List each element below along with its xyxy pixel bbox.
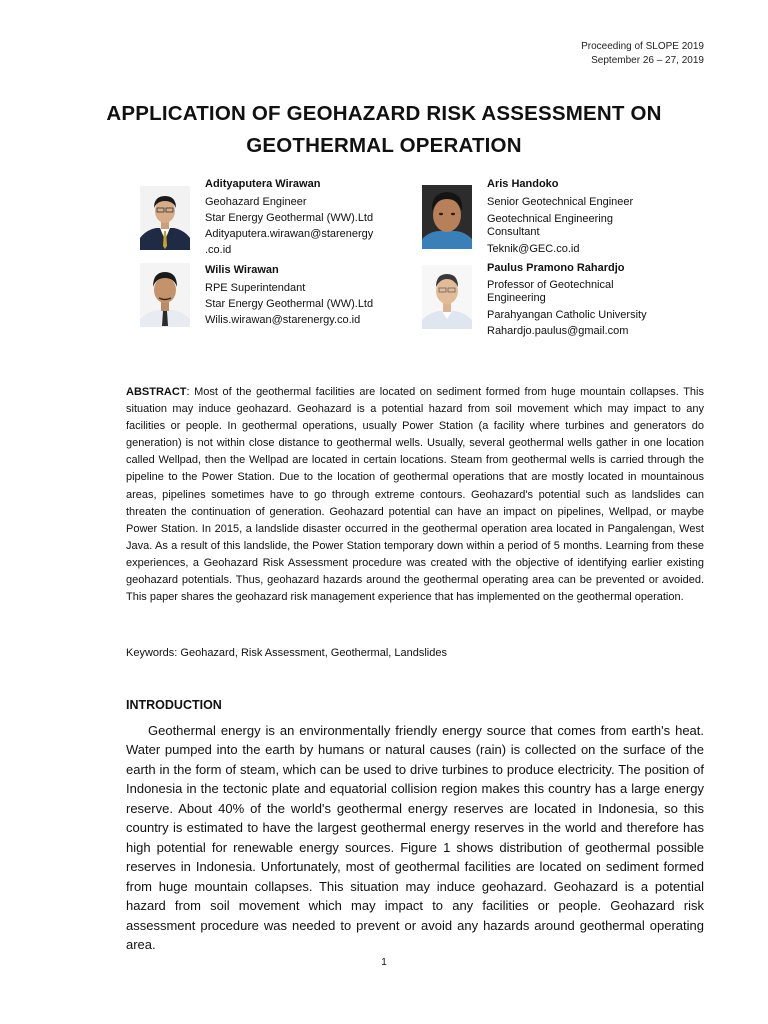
author-email: [205, 227, 373, 258]
title-line-2: GEOTHERMAL OPERATION: [246, 134, 522, 157]
author-name: Adityaputera Wirawan: [205, 178, 321, 190]
author-name: Paulus Pramono Rahardjo: [487, 262, 625, 274]
author-block-adityaputera: [205, 177, 373, 259]
role-line: Professor of Geotechnical: [487, 279, 614, 291]
paper-title: [60, 98, 708, 162]
author-email: Teknik@GEC.co.id: [487, 243, 580, 255]
role-line: Engineering: [487, 292, 546, 304]
proceeding-date: September 26 – 27, 2019: [591, 55, 704, 66]
author-email: Rahardjo.paulus@gmail.com: [487, 325, 629, 337]
abstract-text: : Most of the geothermal facilities are located on sediment formed from huge mountain collapses. This situation may induce geohazard. Geohazard is a potential hazard from soil movement which may impact to any facilities or people. In geothermal operations, usually Power Station (a facility where turbines and generators do generation) is not within close distance to geothermal wells. Usually, several geothermal wells gather in one location called Wellpad, then the Wellpad are located in certain locations. Steam from geothermal wells is carried through the pipeline to the Power Station. Due to the location of geothermal operations that are mostly located in mountainous areas, pipelines sometimes have to go through extreme contours. Geohazard's potential such as landslides can threaten the continuation of generation. Geohazard potential can have an impact on pipelines, Wellpad, or maybe Power Station. In 2015, a landslide disaster occurred in the geothermal operation area located in Pangalengan, West Java. As a result of this landslide, the Power Station temporary down within a period of 5 months. Learning from these experiences, a Geohazard Risk Assessment procedure was created with the objective of identifying earlier existing geohazard potentials. Thus, geohazard hazards around the geothermal operating area can be prevented or avoided. This paper shares the geohazard risk management experience that has implemented on the geothermal operation.: [126, 386, 704, 604]
email-line: Adityaputera.wirawan@starenergy: [205, 228, 374, 240]
author-name: Aris Handoko: [487, 178, 559, 190]
author-affiliation: Star Energy Geothermal (WW).Ltd: [205, 298, 374, 310]
title-line-1: APPLICATION OF GEOHAZARD RISK ASSESSMENT ON: [106, 102, 662, 125]
keywords: Keywords: Geohazard, Risk Assessment, Geothermal, Landslides: [126, 647, 447, 659]
author-role: [487, 279, 647, 304]
proceeding-header: [581, 40, 704, 68]
abstract: [126, 384, 704, 606]
author-affiliation: Star Energy Geothermal (WW).Ltd: [205, 212, 374, 224]
author-block-wilis: [205, 263, 373, 329]
author-affiliation: Parahyangan Catholic University: [487, 309, 647, 321]
author-name: Wilis Wirawan: [205, 264, 279, 276]
introduction-paragraph: Geothermal energy is an environmentally friendly energy source that comes from earth's heat. Water pumped into the earth by humans or natural causes (rain) is collected on the surface of the earth in the form of steam, which can be used to drive turbines to produce electricity. The position of Indonesia in the tectonic plate and equatorial collision region makes this country has a large energy reserve. About 40% of the world's geothermal energy reserves are located in Indonesia, so this country is estimated to have the largest geothermal energy reserves in the world and therefore has high potential for renewable energy sources. Figure 1 shows distribution of geothermal possible reserves in Indonesia. Unfortunately, most of geothermal facilities are located on sediment formed from huge mountain collapses. This situation may induce geohazard. Geohazard is a potential hazard from soil movement which may impact to any facilities or people. Geohazard risk assessment procedure was needed to prevent or avoid any hazards around geothermal operating area.: [126, 723, 704, 952]
proceeding-name: Proceeding of SLOPE 2019: [581, 41, 704, 52]
author-email: Wilis.wirawan@starenergy.co.id: [205, 314, 361, 326]
author-block-rahardjo: [487, 261, 647, 340]
abstract-label: ABSTRACT: [126, 386, 187, 398]
page-number: 1: [381, 957, 387, 968]
affiliation-line: Consultant: [487, 226, 540, 238]
author-photo-handoko: [422, 185, 472, 249]
author-photo-wirawan-a: [140, 186, 190, 250]
author-photo-wirawan-w: [140, 263, 190, 327]
affiliation-line: Geotechnical Engineering: [487, 213, 613, 225]
section-heading-introduction: INTRODUCTION: [126, 698, 222, 712]
author-affiliation: [487, 213, 633, 238]
author-block-handoko: [487, 177, 633, 258]
author-role: RPE Superintendant: [205, 282, 306, 294]
author-photo-rahardjo: [422, 265, 472, 329]
author-role: Geohazard Engineer: [205, 196, 307, 208]
author-role: Senior Geotechnical Engineer: [487, 196, 634, 208]
email-line: .co.id: [205, 244, 232, 256]
